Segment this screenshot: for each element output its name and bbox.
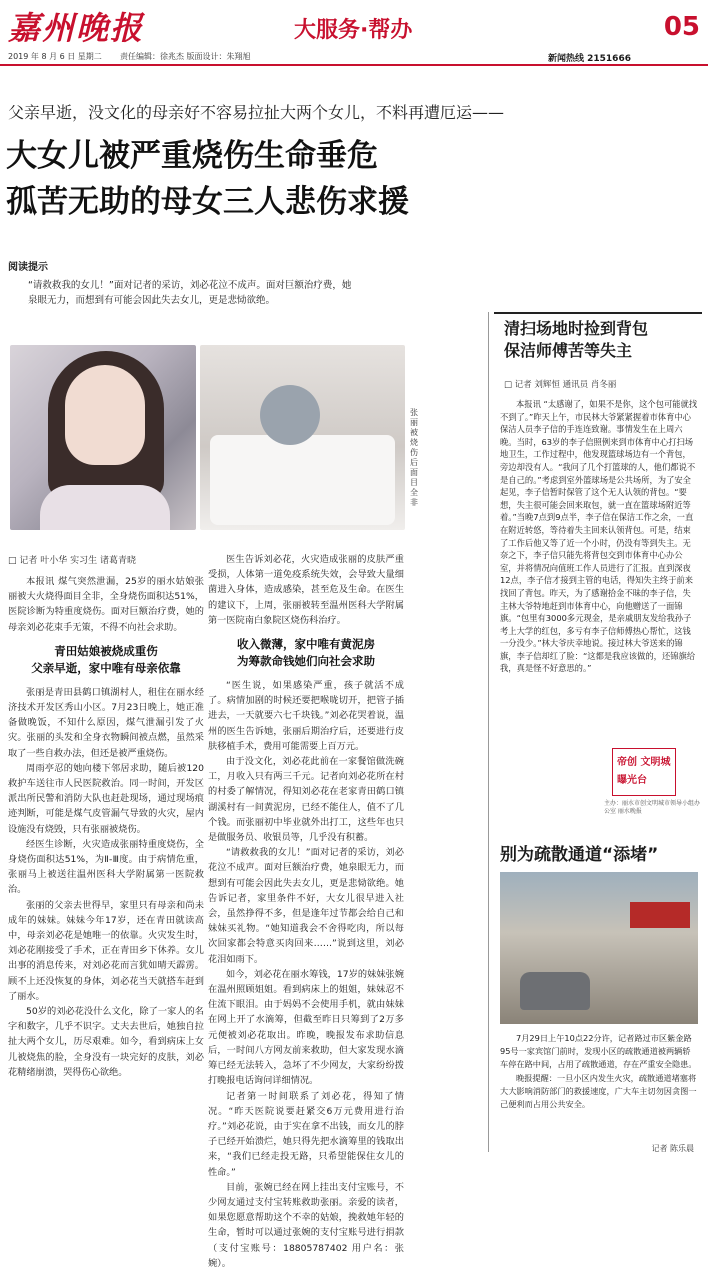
paragraph: 本报讯 煤气突然泄漏，25岁的丽水姑娘张丽被大火烧得面目全非，全身烧伤面积达51%，医院诊断为特重度烧伤。面对巨额治疗费，她的母亲刘必花束手无策，不得不向社会求助。 — [8, 576, 204, 633]
paragraph: 周雨亭忍的她向楼下邻居求助，随后被120救护车送往市人民医院救治。同一时间，开发区派出所民警和消防大队也赶赴现场，通过现场痕迹判断，可能是煤气皮管漏气导致的火灾，屋内设施没有烧毁，只有张丽被烧伤。 — [8, 762, 204, 835]
lead-body: “请救救我的女儿！”面对记者的采访，刘必花泣不成声。面对巨额治疗费，她泉眼无力，而想到有可能会因此失去女儿，更是悲恸欲绝。 — [28, 280, 352, 306]
photo-shop-sign — [630, 902, 690, 928]
article-column-2 — [208, 552, 404, 1271]
page-number: 05 — [663, 12, 700, 42]
paragraph: 张丽是青田县鹤口镇湖村人，租住在丽水经济技术开发区秀山小区。7月23日晚上，她正准备做晚饭，不知什么原因，煤气泄漏引发了火灾。张丽的头发和全身衣物瞬间被点燃，虽然采取了一些自救办法，但还是被严重烧伤。 — [8, 686, 204, 759]
badge-line-2: 曝光台 — [617, 775, 647, 786]
subhead: 青田姑娘被烧成重伤 父亲早逝，家中唯有母亲依靠 — [31, 643, 181, 675]
photo-caption: 张丽被烧伤后面目全非 — [410, 408, 418, 507]
editors-line: 责任编辑：徐兆杰 版面设计：朱翔旭 — [120, 52, 251, 61]
badge-line-1: 帝创 文明城 — [617, 757, 671, 768]
side-story-byline: □ 记者 刘辉恒 通讯员 肖冬丽 — [504, 380, 617, 390]
paragraph: 由于没文化，刘必花此前在一家餐馆做洗碗工，月收入只有两三千元。记者向刘必花所在村的村委了解情况，得知刘必花在老家青田鹤口镇湖溪村有一间黄泥房，已经不能住人，值不了几个钱。而张丽初中毕业就外出打工，这些年也只是做服务员、收银员等，几乎没有积蓄。 — [208, 756, 404, 844]
paragraph: “请救救我的女儿！”面对记者的采访，刘必花泣不成声。面对巨额治疗费，她泉眼无力，而想到有可能会因此失去女儿，更是悲恸欲绝。她告诉记者，家里条件不好，大女儿很早进入社会，虽然挣得不多，但是逢年过节都会给自己和妹妹买礼物。“她知道我会不舍得吃肉，所以每次回家都会特意买肉回来……”说到这里，刘必花泪如雨下。 — [208, 847, 404, 965]
badge-note: 主办：丽水市创文明城市领导小组办公室 丽水晚报 — [604, 800, 701, 815]
headline-line-2: 孤苦无助的母女三人悲伤求援 — [6, 184, 409, 220]
kicker: 父亲早逝，没文化的母亲好不容易拉扯大两个女儿，不料再遭厄运—— — [8, 103, 505, 122]
side-story-2-credit: 记者 陈乐晨 — [651, 1144, 694, 1153]
civility-badge — [612, 748, 676, 796]
photo-portrait — [10, 345, 196, 530]
section-title: 大服务·帮办 — [294, 18, 413, 43]
masthead: 嘉州晚报 — [8, 9, 145, 47]
photo-face — [65, 365, 145, 465]
header-rule — [0, 64, 708, 66]
headline-line-1: 大女儿被严重烧伤生命垂危 — [6, 138, 378, 174]
photo-shirt — [40, 485, 170, 530]
paragraph: 50岁的刘必花没什么文化，除了一家人的名字和数字，几乎不识字。丈夫去世后，她独自拉扯大两个女儿，历尽艰难。如今，看到病床上女儿被烧焦的脸，全身没有一块完好的皮肤，刘必花精绪崩溃，哭得伤心欲绝。 — [8, 1006, 204, 1078]
side-story-2-body — [500, 1032, 698, 1111]
main-byline: □ 记者 叶小华 实习生 诸葛青晓 — [8, 556, 136, 566]
column-divider — [488, 312, 489, 1152]
paragraph: 记者第一时间联系了刘必花，得知了情况。“昨天医院说要赶紧交6万元费用进行治疗。”刘必花说，由于实在拿不出钱，而女儿的脖子已经开始溃烂，她只得先把水滴筹里的钱取出来，“我们已经走投无路，只希望能保住女儿的性命。” — [208, 1090, 404, 1178]
photo-blocked-exit — [500, 872, 698, 1024]
photo-bed — [210, 435, 395, 525]
side-story-2-title: 别为疏散通道“添堵” — [500, 845, 659, 865]
photo-hospital — [200, 345, 405, 530]
side-story-exit-blocked — [494, 832, 702, 1158]
side-story-title: 清扫场地时捡到背包 保洁师傅苦等失主 — [504, 319, 649, 360]
paragraph: 如今，刘必花在丽水筹钱，17岁的妹妹张婉在温州照顾姐姐。看到病床上的姐姐，妹妹忍不住流下眼泪。由于妈妈不会使用手机，就由妹妹在网上开了水滴筹，但截至昨日只筹到了2万多元便被刘必花取出。昨晚，晚报发布求助信息后，一时间八方网友前来救助，但大家发现水滴筹已经无法转入，急坏了不少网友，大家纷纷拨打晚报电话询问详细情况。 — [208, 968, 404, 1087]
photo-car — [520, 972, 590, 1010]
news-hotline: 新闻热线 2151666 — [548, 54, 631, 64]
dateline: 2019 年 8 月 6 日 星期二 — [8, 52, 102, 61]
paragraph: 张丽的父亲去世得早，家里只有母亲和尚未成年的妹妹。妹妹今年17岁，还在青田就读高中，母亲刘必花是她唯一的依靠。火灾发生时，刘必花刚接受了手术，正在青田乡下休养。女儿出事的消息传来，对刘必花而言犹如晴天霹雳。顾不上还没恢复的身体，刘必花当天就搭车赶到了丽水。 — [8, 899, 204, 1002]
paragraph: 经医生诊断，火灾造成张丽特重度烧伤，全身烧伤面积达51%，为Ⅱ-Ⅲ度。由于病情危重，张丽马上被送往温州医科大学附属第一医院救治。 — [8, 838, 204, 896]
lead-title: 阅读提示 — [8, 262, 48, 273]
article-column-1 — [8, 574, 204, 1080]
paragraph: 医生告诉刘必花，火灾造成张丽的皮肤严重受损，人体第一道免疫系统失效，会导致大量细菌进入身体，造成感染，甚至危及生命。在医生的建议下，上周，张丽被转至温州医科大学附属第一医院南白象院区烧伤科治疗。 — [208, 554, 404, 626]
paragraph: 目前，张婉已经在网上挂出支付宝账号，不少网友通过支付宝转账救助张丽。亲爱的读者，如果您愿意帮助这个不幸的姑娘，挽救她年轻的生命，暂时可以通过张婉的支付宝账号进行捐款（支付宝账号：18805787402 用户名：张婉）。 — [208, 1181, 404, 1269]
photo-patient — [260, 385, 320, 445]
paragraph: 晚报提醒：一旦小区内发生火灾，疏散通道堵塞将大大影响消防部门的救援速度，广大车主切勿因贪图一己便利而占用公共安全。 — [500, 1072, 697, 1110]
paragraph: “医生说，如果感染严重，孩子就活不成了。病情加剧的时候还要把喉咙切开，把管子插进去，一天就要六七千块钱。”刘必花哭着说，温州的医生告诉她，张丽后期治疗后，还要进行皮肤移植手术，费用可能需要上百万元。 — [208, 680, 404, 752]
side-story-body: 本报讯 “太感谢了，如果不是你，这个包可能就找不到了。”昨天上午，市民林大爷紧紧握着市体育中心保洁人员李子信的手连连致谢。事情发生在上周六晚。当时，63岁的李子信照例来到市体育中心打扫场地卫生，工作过程中，他发现篮球场边有一个背包，旁边却没有人。“我问了几个打篮球的人，他们都说不是自己的。”考虑到室外篮球场是公共场所，为了安全起见，李子信暂时保管了这个无人认领的背包。“要想，失主很可能会回来取包，就一直在篮球场附近等着。”当晚7点到9点半，李子信在保洁工作之余，一直在附近转悠，等待着失主回来认领背包。可是，结束了工作后他又等了近一个小时，仍没有等到失主。无奈之下，李子信只能先将背包交到市体育中心办公室，并将情况向值班工作人员进行了汇报。直到深夜12点，李子信才接到主管的电话，得知失主终于前来找回了背包。昨天，为了感谢拾金不昧的李子信，失主林大爷特地赶到市体育中心，向他赠送了一面锦旗。“包里有3000多元现金，是亲戚朋友发给我孙子考上大学的红包，多亏有李子信师傅热心帮忙，这钱一分没少。”林大爷庆幸地说。接过林大爷送来的锦旗，李子信却红了脸：“这都是我应该做的，还锦旗给我，真是怪不好意思的。” — [500, 399, 698, 674]
subhead: 收入微薄，家中唯有黄泥房 为筹款命钱她们向社会求助 — [237, 637, 375, 669]
side-story-lost-bag — [494, 312, 702, 734]
paragraph: 7月29日上午10点22分许，记者路过市区紫金路95号一家宾馆门前时，发现小区的疏散通道被两辆轿车停在路中间，占用了疏散通道，存在严重安全隐患。 — [500, 1033, 697, 1070]
